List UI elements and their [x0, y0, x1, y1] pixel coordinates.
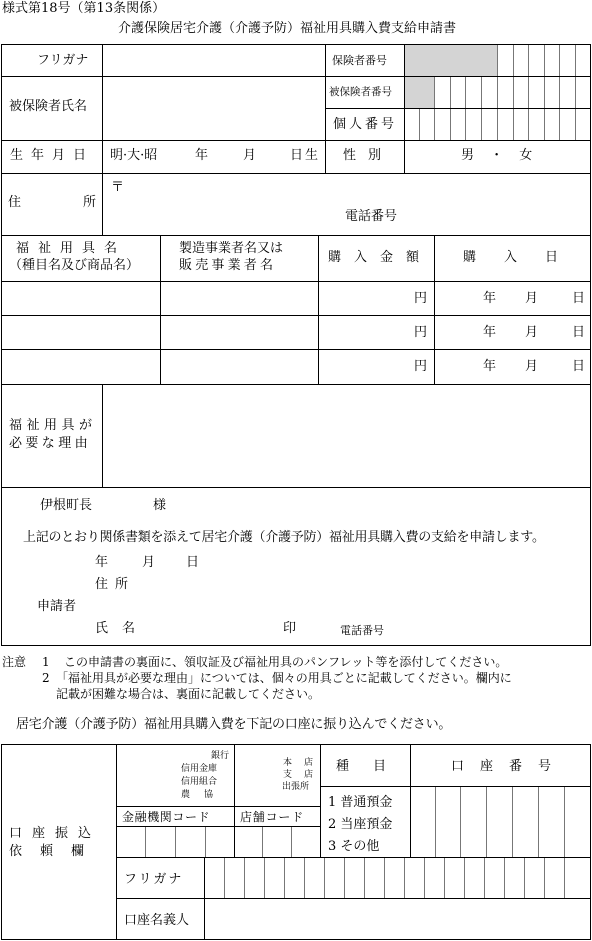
form-title: 介護保険居宅介護（介護予防）福祉用具購入費支給申請書 [118, 21, 457, 36]
reason-label-line2: 必要な理由 [9, 436, 92, 451]
account-type-other: 3 その他 [328, 839, 380, 854]
purchase-date-header: 購入日 [463, 250, 587, 265]
insurer-number-label: 保険者番号 [332, 54, 387, 67]
phone-label: 電話番号 [345, 209, 398, 224]
application-month-unit: 月 [142, 555, 156, 570]
account-type-header: 種目 [336, 759, 411, 774]
yen-unit: 円 [414, 325, 428, 340]
seal-mark: 印 [283, 621, 297, 636]
birth-month-unit: 月 [243, 148, 257, 163]
insured-number-label: 被保険者番号 [329, 86, 392, 98]
birth-day-unit: 日 [290, 148, 304, 163]
year-unit: 年 [483, 359, 497, 374]
birth-year-unit: 年 [195, 148, 209, 163]
bank-type-noukyou: 農協 [181, 790, 228, 800]
account-type-current: 2 当座預金 [328, 817, 393, 832]
form-number: 様式第18号（第13条関係） [2, 1, 166, 16]
maker-header: 製造事業者名又は [179, 241, 284, 256]
birth-date-label: 生年月日 [10, 148, 95, 163]
bank-code-label: 金融機関コード [122, 810, 211, 824]
month-unit: 月 [525, 359, 539, 374]
year-unit: 年 [483, 291, 497, 306]
mayor-name: 伊根町長 [40, 498, 93, 513]
insured-name-label: 被保険者氏名 [9, 99, 88, 114]
transfer-request-text: 居宅介護（介護予防）福祉用具購入費を下記の口座に振り込んでください。 [16, 717, 452, 732]
application-day-unit: 日 [186, 555, 200, 570]
item-name-header: 福祉用具名 [16, 241, 127, 256]
day-unit: 日 [572, 359, 586, 374]
reason-label-line1: 福祉用具が [9, 418, 97, 433]
furigana-label: フリガナ [37, 53, 89, 68]
branch-type-branch: 支店 [283, 770, 326, 780]
personal-number-label: 個人番号 [333, 117, 398, 132]
branch-type-main: 本店 [283, 758, 326, 768]
month-unit: 月 [525, 325, 539, 340]
applicant-name-label: 氏名 [95, 621, 150, 636]
honorific: 様 [153, 498, 167, 513]
birth-suffix: 生 [305, 148, 319, 163]
note-2-text-line1: 「福祉用具が必要な理由」については、個々の用具ごとに記載してください。欄内に [56, 671, 512, 685]
sex-options: 男 ・ 女 [461, 148, 539, 163]
item-name-subheader: （種目名及び商品名） [9, 258, 140, 273]
note-2-number: 2 [42, 671, 50, 685]
branch-code-label: 店舗コード [240, 810, 305, 824]
day-unit: 日 [572, 291, 586, 306]
notes-label: 注意 [2, 655, 27, 669]
seller-header: 販売事業者名 [179, 258, 277, 273]
note-1-text: この申請書の裏面に、領収証及び福祉用具のパンフレット等を添付してください。 [64, 655, 508, 669]
note-1-number: 1 [42, 655, 50, 669]
sex-label: 性別 [343, 148, 394, 163]
bank-section-label-line1: 口座振込 [9, 826, 102, 841]
bank-section-label-line2: 依頼欄 [9, 844, 103, 859]
bank-type-bank: 銀行 [210, 751, 229, 761]
branch-type-office: 出張所 [282, 782, 310, 792]
account-type-ordinary: 1 普通預金 [328, 795, 393, 810]
holder-furigana-label: フリガナ [124, 872, 184, 887]
birth-era-options: 明·大·昭 [110, 148, 158, 163]
year-unit: 年 [483, 325, 497, 340]
bank-type-shinkin: 信用金庫 [181, 764, 218, 774]
application-year-unit: 年 [95, 555, 109, 570]
applicant-address-label: 住所 [95, 577, 136, 592]
month-unit: 月 [525, 291, 539, 306]
yen-unit: 円 [414, 359, 428, 374]
applicant-phone-label: 電話番号 [340, 624, 384, 637]
yen-unit: 円 [414, 291, 428, 306]
account-holder-label: 口座名義人 [124, 913, 190, 928]
postal-mark: 〒 [111, 180, 125, 195]
bank-type-shinkumi: 信用組合 [181, 777, 218, 787]
note-2-text-line2: 記載が困難な場合は、裏面に記載してください。 [56, 687, 321, 701]
applicant-label: 申請者 [37, 599, 77, 614]
applicant-info-table [1, 44, 591, 646]
application-statement: 上記のとおり関係書類を添えて居宅介護（介護予防）福祉用具購入費の支給を申請します。 [23, 530, 545, 545]
address-label: 住 所 [8, 195, 96, 210]
amount-header: 購入金額 [328, 250, 433, 265]
account-number-header: 口座番号 [451, 759, 568, 774]
day-unit: 日 [572, 325, 586, 340]
